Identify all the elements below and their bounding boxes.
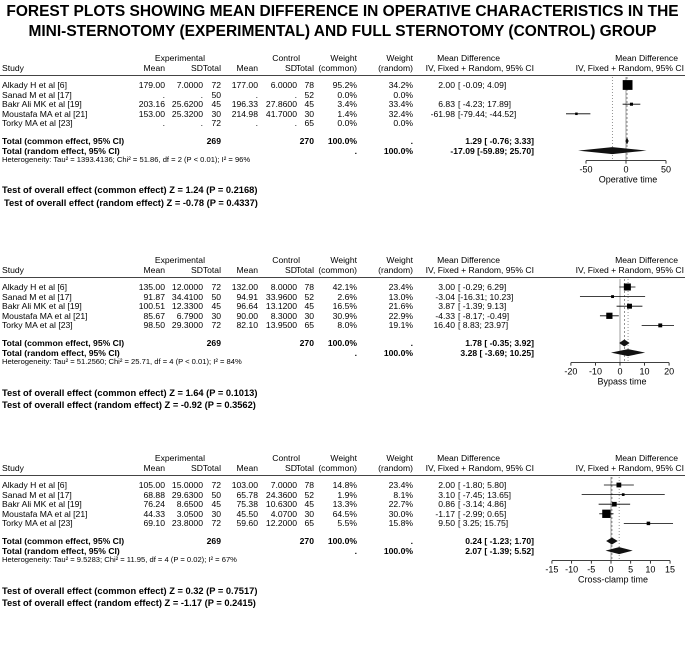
- total-ctrl-n: 270: [299, 536, 314, 546]
- ctrl-total: 78: [304, 480, 314, 490]
- header-ctrl-mean: Mean: [236, 463, 258, 473]
- mean-difference: 3.10: [438, 489, 455, 500]
- ctrl-total: 30: [304, 508, 314, 519]
- ctrl-total: 45: [304, 301, 314, 312]
- ctrl-mean: 177.00: [231, 80, 258, 90]
- test-random-effect: Test of overall effect (random effect) Z = -0.78 (P = 0.4337): [4, 198, 258, 208]
- exp-total: 72: [211, 320, 221, 331]
- confidence-interval: [ -0.09; 4.09]: [458, 80, 507, 90]
- confidence-interval: [-16.31; 10.23]: [458, 291, 514, 302]
- total-ctrl-n: 270: [299, 136, 314, 146]
- total-common-weight: 100.0%: [327, 536, 357, 546]
- mean-difference: 0.86: [438, 499, 455, 510]
- ctrl-mean: 214.98: [231, 108, 258, 119]
- ctrl-total: 52: [304, 291, 314, 302]
- exp-sd: 25.3200: [171, 108, 203, 119]
- random-effect-diamond: [611, 349, 645, 356]
- exp-sd: .: [200, 118, 203, 129]
- study-name: Sanad M et al [17]: [2, 291, 72, 302]
- exp-sd: 3.0500: [176, 508, 203, 519]
- exp-total: 45: [211, 499, 221, 510]
- ctrl-sd: 12.2000: [265, 518, 297, 529]
- exp-sd: 29.6300: [171, 489, 203, 500]
- study-name: Sanad M et al [17]: [2, 489, 72, 500]
- study-marker: [627, 304, 632, 309]
- confidence-interval: [ -4.23; 17.89]: [458, 99, 512, 110]
- ctrl-sd: 4.0700: [270, 508, 297, 519]
- weight-common: 1.9%: [337, 489, 357, 500]
- total-exp-n: 269: [206, 338, 221, 348]
- page-title-line-1: FOREST PLOTS SHOWING MEAN DIFFERENCE IN OPERATIVE CHARACTERISTICS IN THE: [6, 3, 679, 20]
- study-marker: [658, 323, 662, 327]
- common-effect-diamond: [606, 538, 618, 545]
- header-random: (random): [378, 463, 413, 473]
- weight-common: 30.9%: [332, 310, 357, 321]
- weight-common: 1.4%: [337, 108, 357, 119]
- ctrl-total: 45: [304, 499, 314, 510]
- x-tick-label: -10: [565, 564, 579, 575]
- study-marker: [616, 483, 621, 488]
- total-random-label: Total (random effect, 95% CI): [2, 145, 120, 156]
- exp-mean: 98.50: [143, 320, 165, 331]
- ctrl-sd: 8.0000: [270, 282, 297, 292]
- confidence-interval: [ 3.25; 15.75]: [458, 518, 509, 529]
- header-random: (random): [378, 265, 413, 275]
- header-mean-difference: Mean Difference: [437, 53, 500, 63]
- confidence-interval: [ -0.29; 6.29]: [458, 282, 507, 292]
- total-common-label: Total (common effect, 95% CI): [2, 338, 125, 348]
- total-random-md: -17.09 [-59.89; 25.70]: [450, 145, 534, 156]
- total-random-label: Total (random effect, 95% CI): [2, 347, 120, 358]
- confidence-interval: [ 8.83; 23.97]: [458, 320, 509, 331]
- study-marker: [622, 493, 625, 496]
- header-mean-difference: Mean Difference: [437, 255, 500, 265]
- exp-total: 45: [211, 99, 221, 110]
- header-study: Study: [2, 63, 24, 73]
- exp-mean: 68.88: [143, 489, 165, 500]
- x-tick-label: 0: [617, 366, 623, 377]
- header-experimental: Experimental: [154, 255, 205, 265]
- study-marker: [623, 80, 633, 90]
- ctrl-mean: 103.00: [231, 480, 258, 490]
- study-name: Alkady H et al [6]: [2, 80, 67, 90]
- mean-difference: 3.87: [438, 301, 455, 312]
- total-random-weight: 100.0%: [383, 545, 413, 556]
- weight-common: 64.5%: [332, 508, 357, 519]
- x-tick-label: 20: [664, 366, 675, 377]
- x-tick-label: -20: [564, 366, 578, 377]
- x-tick-label: -15: [545, 564, 559, 575]
- exp-mean: 91.87: [143, 291, 165, 302]
- header-mean-difference-plot: Mean Difference: [615, 53, 678, 63]
- mean-difference: 2.00: [438, 80, 455, 90]
- exp-mean: 179.00: [138, 80, 165, 90]
- header-common: (common): [318, 265, 357, 275]
- weight-common: 0.0%: [337, 118, 357, 129]
- header-experimental: Experimental: [154, 53, 205, 63]
- total-random-md: 2.07 [ -1.39; 5.52]: [465, 545, 534, 556]
- confidence-interval: [ -1.39; 9.13]: [458, 301, 507, 312]
- header-ctrl-total: Total: [295, 265, 314, 275]
- ctrl-sd: 24.3600: [265, 489, 297, 500]
- ctrl-sd: 6.0000: [270, 80, 297, 90]
- total-common-weight: 100.0%: [327, 338, 357, 348]
- ctrl-total: 30: [304, 310, 314, 321]
- heterogeneity: Heterogeneity: Tau² = 9.5283; Chi² = 11.95, df = 4 (P = 0.02); I² = 67%: [2, 555, 237, 565]
- weight-random: 21.6%: [388, 301, 413, 312]
- exp-mean: .: [162, 89, 165, 100]
- header-ci-label-plot: IV, Fixed + Random, 95% CI: [575, 265, 684, 275]
- ctrl-total: 52: [304, 89, 314, 100]
- ctrl-sd: 27.8600: [265, 99, 297, 110]
- study-name: Torky MA et al [23]: [2, 320, 73, 331]
- header-ctrl-mean: Mean: [236, 63, 258, 73]
- header-ci-label: IV, Fixed + Random, 95% CI: [425, 63, 534, 73]
- header-control: Control: [272, 453, 300, 463]
- x-tick-label: -50: [579, 164, 593, 175]
- ctrl-mean: 82.10: [236, 320, 258, 331]
- mean-difference: -4.33: [435, 310, 455, 321]
- ctrl-total: 78: [304, 80, 314, 90]
- header-exp-mean: Mean: [143, 463, 165, 473]
- header-control: Control: [272, 53, 300, 63]
- ctrl-sd: .: [294, 89, 297, 100]
- ctrl-mean: 196.33: [231, 99, 258, 110]
- total-common-weight-random: .: [410, 136, 413, 146]
- exp-total: 30: [211, 310, 221, 321]
- study-marker: [647, 522, 650, 525]
- exp-mean: 85.67: [143, 310, 165, 321]
- study-marker: [624, 283, 631, 290]
- ctrl-mean: .: [255, 89, 258, 100]
- weight-random: 22.7%: [388, 499, 413, 510]
- weight-random: 30.0%: [388, 508, 413, 519]
- header-weight-random: Weight: [386, 453, 413, 463]
- test-random-effect: Test of overall effect (random effect) Z = -1.17 (P = 0.2415): [2, 598, 256, 608]
- x-axis-label: Cross-clamp time: [577, 574, 649, 585]
- weight-common: 3.4%: [337, 99, 357, 110]
- header-random: (random): [378, 63, 413, 73]
- weight-random: 19.1%: [388, 320, 413, 331]
- random-effect-diamond: [578, 147, 646, 154]
- study-name: Alkady H et al [6]: [2, 282, 67, 292]
- weight-common: 14.8%: [332, 480, 357, 490]
- x-axis-label: Bypass time: [597, 376, 647, 387]
- header-exp-total: Total: [202, 63, 221, 73]
- exp-sd: 12.3300: [171, 301, 203, 312]
- weight-common: 5.5%: [337, 518, 357, 529]
- header-study: Study: [2, 265, 24, 275]
- ctrl-sd: 8.3000: [270, 310, 297, 321]
- weight-common: 42.1%: [332, 282, 357, 292]
- study-marker: [612, 502, 617, 507]
- ctrl-sd: 41.7000: [265, 108, 297, 119]
- weight-common: 16.5%: [332, 301, 357, 312]
- study-name: Moustafa MA et al [21]: [2, 508, 88, 519]
- study-marker: [575, 113, 578, 116]
- weight-random: 32.4%: [388, 108, 413, 119]
- exp-mean: 69.10: [143, 518, 165, 529]
- ctrl-mean: 90.00: [236, 310, 258, 321]
- ctrl-sd: 13.1200: [265, 301, 297, 312]
- ctrl-mean: 75.38: [236, 499, 258, 510]
- weight-random: 13.0%: [388, 291, 413, 302]
- confidence-interval: [ -8.17; -0.49]: [458, 310, 510, 321]
- total-exp-n: 269: [206, 136, 221, 146]
- study-marker: [602, 510, 610, 518]
- header-exp-mean: Mean: [143, 63, 165, 73]
- header-mean-difference: Mean Difference: [437, 453, 500, 463]
- mean-difference: 2.00: [438, 480, 455, 490]
- test-common-effect: Test of overall effect (common effect) Z = 1.64 (P = 0.1013): [2, 388, 258, 398]
- weight-random: 34.2%: [388, 80, 413, 90]
- study-name: Moustafa MA et al [21]: [2, 108, 88, 119]
- total-random-weight: 100.0%: [383, 145, 413, 156]
- header-ci-label: IV, Fixed + Random, 95% CI: [425, 463, 534, 473]
- mean-difference: -3.04: [435, 291, 455, 302]
- ctrl-sd: 13.9500: [265, 320, 297, 331]
- ctrl-total: 45: [304, 99, 314, 110]
- ctrl-mean: 59.60: [236, 518, 258, 529]
- x-tick-label: 10: [639, 366, 650, 377]
- header-ci-label-plot: IV, Fixed + Random, 95% CI: [575, 63, 684, 73]
- forest-plot-2: [0, 453, 685, 653]
- confidence-interval: [ -2.99; 0.65]: [458, 508, 507, 519]
- page-title-line-2: MINI-STERNOTOMY (EXPERIMENTAL) AND FULL STERNOTOMY (CONTROL) GROUP: [28, 23, 657, 40]
- mean-difference: -1.17: [435, 508, 455, 519]
- exp-mean: 135.00: [138, 282, 165, 292]
- confidence-interval: [-79.44; -44.52]: [458, 108, 517, 119]
- mean-difference: 3.00: [438, 282, 455, 292]
- forest-plot-1: [0, 255, 685, 455]
- ctrl-total: 65: [304, 320, 314, 331]
- header-exp-mean: Mean: [143, 265, 165, 275]
- header-weight-common: Weight: [330, 255, 357, 265]
- header-exp-total: Total: [202, 463, 221, 473]
- header-experimental: Experimental: [154, 453, 205, 463]
- total-common-md: 1.78 [ -0.35; 3.92]: [465, 338, 534, 348]
- header-ctrl-sd: SD: [285, 265, 297, 275]
- weight-random: 15.8%: [388, 518, 413, 529]
- x-tick-label: -10: [588, 366, 602, 377]
- x-tick-label: 0: [608, 564, 614, 575]
- x-tick-label: 50: [660, 164, 672, 175]
- total-random-weight-common: .: [354, 347, 357, 358]
- header-weight-common: Weight: [330, 53, 357, 63]
- weight-random: 0.0%: [393, 118, 413, 129]
- test-common-effect: Test of overall effect (common effect) Z = 0.32 (P = 0.7517): [2, 586, 258, 596]
- ctrl-sd: 33.9600: [265, 291, 297, 302]
- header-control: Control: [272, 255, 300, 265]
- heterogeneity: Heterogeneity: Tau² = 1393.4136; Chi² = 51.86, df = 2 (P < 0.01); I² = 96%: [2, 155, 251, 165]
- header-ci-label: IV, Fixed + Random, 95% CI: [425, 265, 534, 275]
- weight-random: 23.4%: [388, 282, 413, 292]
- ctrl-total: 65: [304, 118, 314, 129]
- study-name: Moustafa MA et al [21]: [2, 310, 88, 321]
- weight-random: 33.4%: [388, 99, 413, 110]
- exp-sd: 15.0000: [171, 480, 203, 490]
- ctrl-mean: 96.64: [236, 301, 258, 312]
- exp-mean: 203.16: [138, 99, 165, 110]
- x-tick-label: 15: [665, 564, 676, 575]
- x-axis-label: Operative time: [598, 174, 658, 185]
- mean-difference: 9.50: [438, 518, 455, 529]
- total-random-weight: 100.0%: [383, 347, 413, 358]
- exp-mean: 100.51: [138, 301, 165, 312]
- header-weight-random: Weight: [386, 53, 413, 63]
- weight-random: 0.0%: [393, 89, 413, 100]
- study-name: Bakr Ali MK et al [19]: [2, 499, 82, 510]
- header-ctrl-sd: SD: [285, 63, 297, 73]
- mean-difference: -61.98: [430, 108, 455, 119]
- total-ctrl-n: 270: [299, 338, 314, 348]
- exp-sd: 25.6200: [171, 99, 203, 110]
- header-weight-random: Weight: [386, 255, 413, 265]
- ctrl-sd: .: [294, 118, 297, 129]
- exp-mean: 153.00: [138, 108, 165, 119]
- header-ctrl-total: Total: [295, 63, 314, 73]
- exp-total: 45: [211, 301, 221, 312]
- ctrl-sd: 7.0000: [270, 480, 297, 490]
- study-name: Bakr Ali MK et al [19]: [2, 301, 82, 312]
- weight-common: 8.0%: [337, 320, 357, 331]
- x-tick-label: 0: [623, 164, 629, 175]
- exp-total: 72: [211, 80, 221, 90]
- exp-sd: 23.8000: [171, 518, 203, 529]
- exp-sd: 12.0000: [171, 282, 203, 292]
- header-study: Study: [2, 463, 24, 473]
- header-exp-sd: SD: [191, 463, 203, 473]
- exp-sd: 8.6500: [176, 499, 203, 510]
- total-random-weight-common: .: [354, 545, 357, 556]
- weight-random: 8.1%: [393, 489, 413, 500]
- x-tick-label: 5: [628, 564, 634, 575]
- exp-sd: 29.3000: [171, 320, 203, 331]
- exp-mean: 105.00: [138, 480, 165, 490]
- ctrl-mean: 94.91: [236, 291, 258, 302]
- header-mean-difference-plot: Mean Difference: [615, 453, 678, 463]
- confidence-interval: [ -3.14; 4.86]: [458, 499, 507, 510]
- exp-total: 72: [211, 118, 221, 129]
- header-ctrl-sd: SD: [285, 463, 297, 473]
- header-exp-sd: SD: [191, 265, 203, 275]
- ctrl-total: 52: [304, 489, 314, 500]
- exp-total: 72: [211, 518, 221, 529]
- header-ci-label-plot: IV, Fixed + Random, 95% CI: [575, 463, 684, 473]
- total-common-weight: 100.0%: [327, 136, 357, 146]
- exp-total: 50: [211, 291, 221, 302]
- ctrl-mean: .: [255, 118, 258, 129]
- weight-common: 0.0%: [337, 89, 357, 100]
- header-ctrl-mean: Mean: [236, 265, 258, 275]
- exp-sd: .: [200, 89, 203, 100]
- weight-common: 13.3%: [332, 499, 357, 510]
- total-common-label: Total (common effect, 95% CI): [2, 536, 125, 546]
- x-tick-label: -5: [587, 564, 596, 575]
- study-marker: [611, 295, 614, 298]
- total-common-md: 1.29 [ -0.76; 3.33]: [465, 136, 534, 146]
- header-common: (common): [318, 463, 357, 473]
- confidence-interval: [ -7.45; 13.65]: [458, 489, 512, 500]
- exp-mean: 44.33: [143, 508, 165, 519]
- total-common-weight-random: .: [410, 536, 413, 546]
- total-random-label: Total (random effect, 95% CI): [2, 545, 120, 556]
- exp-total: 30: [211, 108, 221, 119]
- exp-total: 30: [211, 508, 221, 519]
- ctrl-total: 65: [304, 518, 314, 529]
- weight-common: 95.2%: [332, 80, 357, 90]
- header-ctrl-total: Total: [295, 463, 314, 473]
- ctrl-mean: 132.00: [231, 282, 258, 292]
- total-common-weight-random: .: [410, 338, 413, 348]
- exp-sd: 34.4100: [171, 291, 203, 302]
- study-marker: [630, 103, 633, 106]
- mean-difference: 6.83: [438, 99, 455, 110]
- heterogeneity: Heterogeneity: Tau² = 51.2560; Chi² = 25.71, df = 4 (P < 0.01); I² = 84%: [2, 357, 242, 367]
- study-name: Alkady H et al [6]: [2, 480, 67, 490]
- header-exp-total: Total: [202, 265, 221, 275]
- confidence-interval: [ -1.80; 5.80]: [458, 480, 507, 490]
- header-weight-common: Weight: [330, 453, 357, 463]
- header-mean-difference-plot: Mean Difference: [615, 255, 678, 265]
- weight-random: 22.9%: [388, 310, 413, 321]
- ctrl-total: 30: [304, 108, 314, 119]
- ctrl-mean: 65.78: [236, 489, 258, 500]
- total-exp-n: 269: [206, 536, 221, 546]
- exp-sd: 6.7900: [176, 310, 203, 321]
- x-tick-label: 10: [645, 564, 656, 575]
- exp-mean: 76.24: [143, 499, 165, 510]
- forest-plot-0: [0, 53, 685, 253]
- mean-difference: 16.40: [433, 320, 455, 331]
- total-common-label: Total (common effect, 95% CI): [2, 136, 125, 146]
- exp-total: 72: [211, 282, 221, 292]
- weight-random: 23.4%: [388, 480, 413, 490]
- study-name: Torky MA et al [23]: [2, 518, 73, 529]
- total-common-md: 0.24 [ -1.23; 1.70]: [465, 536, 534, 546]
- exp-total: 72: [211, 480, 221, 490]
- exp-total: 50: [211, 89, 221, 100]
- study-name: Torky MA et al [23]: [2, 118, 73, 129]
- ctrl-sd: 10.6300: [265, 499, 297, 510]
- ctrl-mean: 45.50: [236, 508, 258, 519]
- random-effect-diamond: [606, 547, 633, 554]
- study-name: Bakr Ali MK et al [19]: [2, 99, 82, 110]
- exp-mean: .: [162, 118, 165, 129]
- header-common: (common): [318, 63, 357, 73]
- total-random-weight-common: .: [354, 145, 357, 156]
- study-marker: [606, 313, 612, 319]
- exp-sd: 7.0000: [176, 80, 203, 90]
- header-exp-sd: SD: [191, 63, 203, 73]
- test-common-effect: Test of overall effect (common effect) Z = 1.24 (P = 0.2168): [2, 185, 258, 195]
- ctrl-total: 78: [304, 282, 314, 292]
- weight-common: 2.6%: [337, 291, 357, 302]
- test-random-effect: Test of overall effect (random effect) Z = -0.92 (P = 0.3562): [2, 400, 256, 410]
- exp-total: 50: [211, 489, 221, 500]
- total-random-md: 3.28 [ -3.69; 10.25]: [460, 347, 534, 358]
- study-name: Sanad M et al [17]: [2, 89, 72, 100]
